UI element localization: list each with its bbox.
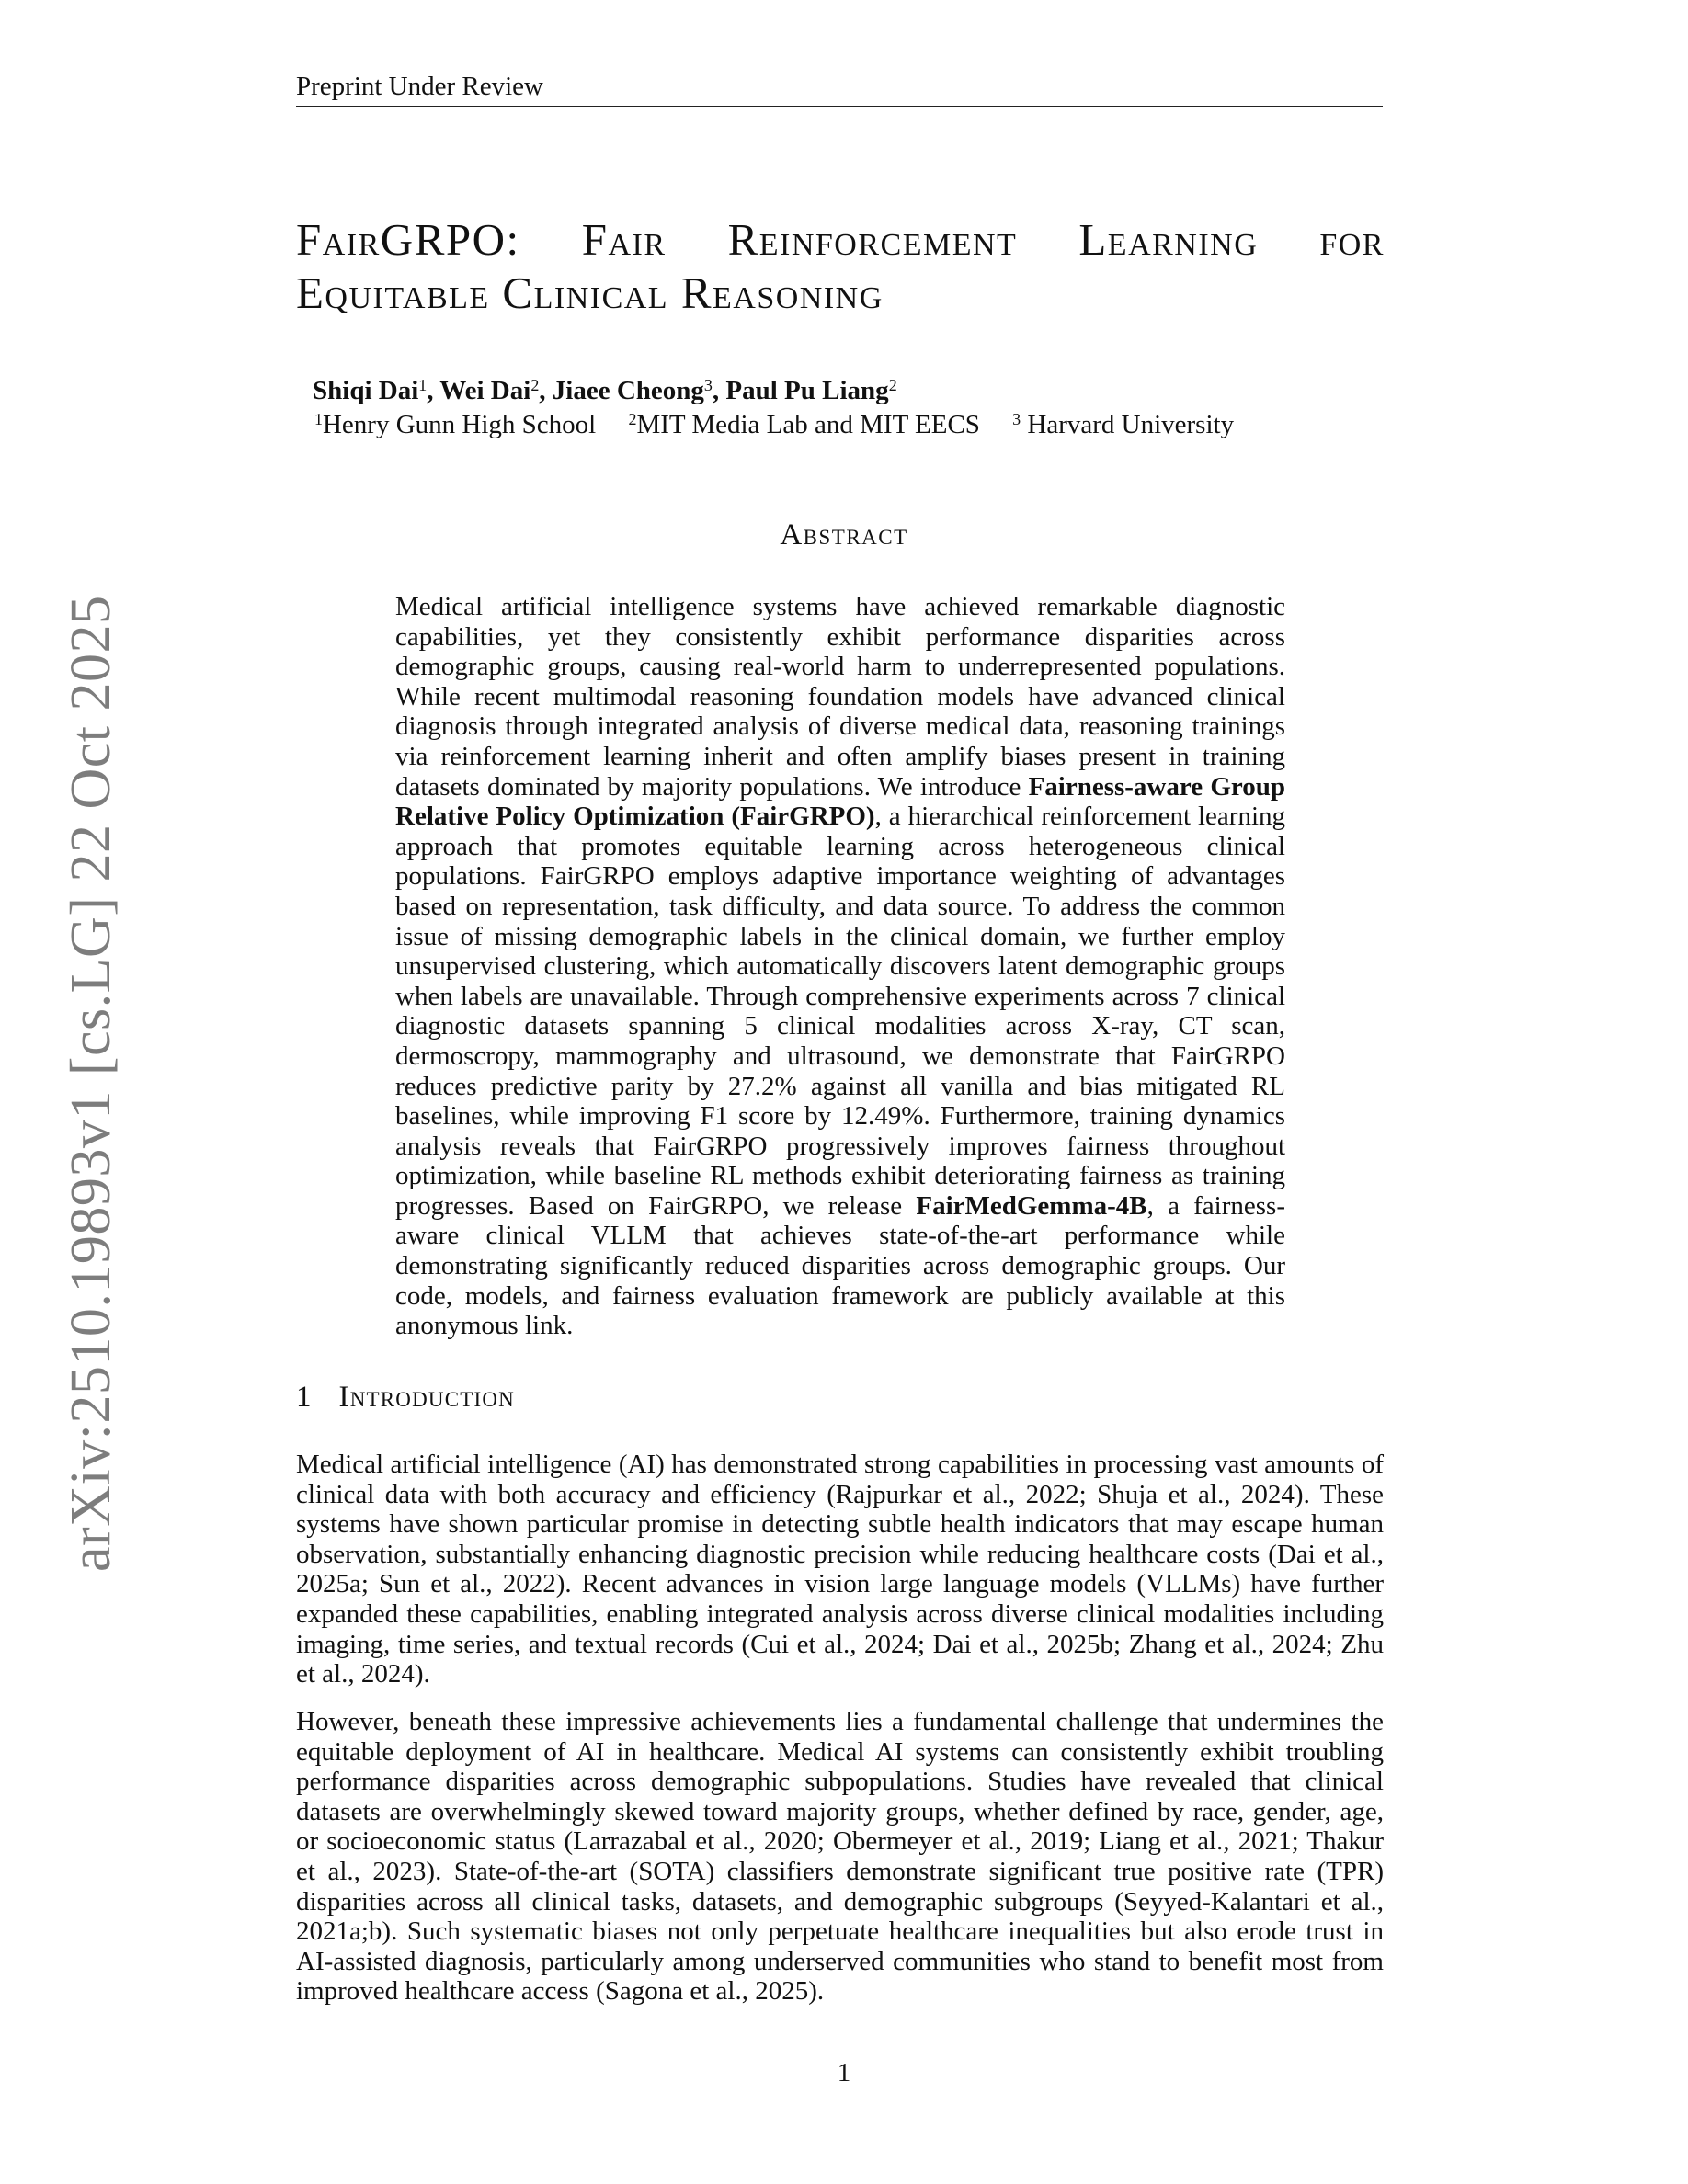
section-title: Introduction xyxy=(338,1381,515,1414)
affiliation-mark: 2 xyxy=(628,410,637,429)
affiliation-list xyxy=(314,409,1260,440)
header-rule xyxy=(296,106,1383,107)
affiliation-mark: 1 xyxy=(314,410,323,429)
section-number: 1 xyxy=(296,1381,312,1414)
abstract-model-name: FairMedGemma-4B xyxy=(916,1190,1147,1221)
author-name: Shiqi Dai xyxy=(313,376,419,405)
author-affiliation-mark: 3 xyxy=(703,376,713,395)
paper-title xyxy=(296,213,1385,320)
paper-title-line-2: Equitable Clinical Reasoning xyxy=(296,267,884,318)
abstract-text: Medical artificial intelligence systems have achieved remarkable diagnostic capabilities, yet they consistently exhibit performance disparities across demographic groups, causing real-world harm to underrepresented populations. While recent multimodal reasoning foundation models have advanced clinical diagnosis through integrated analysis of diverse medical data, reasoning trainings via reinforcement learning inherit and often amplify biases present in training datasets dominated by majority populations. We introduce xyxy=(395,592,1285,802)
author-name: Jiaee Cheong xyxy=(552,376,704,405)
abstract-body xyxy=(395,592,1285,1341)
affiliation-name: Harvard University xyxy=(1021,410,1235,439)
body-paragraph: However, beneath these impressive achievements lies a fundamental challenge that undermines the equitable deployment of AI in healthcare. Medical AI systems can consistently exhibit troubling performance disparities across demographic subpopulations. Studies have revealed that clinical datasets are overwhelmingly skewed toward majority groups, whether defined by race, gender, age, or socioeconomic status (Larrazabal et al., 2020; Obermeyer et al., 2019; Liang et al., 2021; Thakur et al., 2023). State-of-the-art (SOTA) classifiers demonstrate significant true positive rate (TPR) disparities across all clinical tasks, datasets, and demographic subgroups (Seyyed-Kalantari et al., 2021a;b). Such systematic biases not only perpetuate healthcare inequalities but also erode trust in AI-assisted diagnosis, particularly among underserved communities who stand to benefit most from improved healthcare access (Sagona et al., 2025). xyxy=(296,1707,1384,2007)
abstract-text: , a hierarchical reinforcement learning approach that promotes equitable learning across heterogeneous clinical populations. FairGRPO employs adaptive importance weighting of advantages based on representation, task difficulty, and data source. To address the common issue of missing demographic labels in the clinical domain, we further employ unsupervised clustering, which automatically discovers latent demographic groups when labels are unavailable. Through comprehensive experiments across 7 clinical diagnostic datasets spanning 5 clinical modalities across X-ray, CT scan, dermoscropy, mammography and ultrasound, we demonstrate that FairGRPO reduces predictive parity by 27.2% against all vanilla and bias mitigated RL baselines, while improving F1 score by 12.49%. Furthermore, training dynamics analysis reveals that FairGRPO progressively improves fairness throughout optimization, while baseline RL methods exhibit deteriorating fairness as training progresses. Based on FairGRPO, we release xyxy=(395,802,1285,1221)
affiliation-item xyxy=(1012,410,1234,439)
paper-title-line-1: FairGRPO: Fair Reinforcement Learning for xyxy=(296,214,1385,265)
author-affiliation-mark: 1 xyxy=(418,376,428,395)
abstract-heading: Abstract xyxy=(780,518,908,552)
affiliation-item xyxy=(314,410,596,439)
author-name: Paul Pu Liang xyxy=(725,376,889,405)
author-list xyxy=(313,375,897,406)
abstract-text: , a fairness-aware clinical VLLM that achieves state-of-the-art performance while demonstrating significantly reduced disparities across demographic groups. Our code, models, and fairness evaluation framework are publicly available at this anonymous link. xyxy=(395,1190,1285,1341)
abstract-method-name: Fairness-aware Group Relative Policy Optimization (FairGRPO) xyxy=(395,771,1285,832)
body-paragraph: Medical artificial intelligence (AI) has demonstrated strong capabilities in processing vast amounts of clinical data with both accuracy and efficiency (Rajpurkar et al., 2022; Shuja et al., 2024). These systems have shown particular promise in detecting subtle health indicators that may escape human observation, substantially enhancing diagnostic precision while reducing healthcare costs (Dai et al., 2025a; Sun et al., 2022). Recent advances in vision large language models (VLLMs) have further expanded these capabilities, enabling integrated analysis across diverse clinical modalities including imaging, time series, and textual records (Cui et al., 2024; Dai et al., 2025b; Zhang et al., 2024; Zhu et al., 2024). xyxy=(296,1450,1384,1689)
affiliation-name: Henry Gunn High School xyxy=(322,410,597,439)
affiliation-name: MIT Media Lab and MIT EECS xyxy=(636,410,980,439)
author-separator: , xyxy=(539,376,553,405)
affiliation-item xyxy=(628,410,979,439)
author-affiliation-mark: 2 xyxy=(530,376,540,395)
section-heading-introduction xyxy=(296,1379,515,1416)
affiliation-mark: 3 xyxy=(1012,410,1021,429)
page-number: 1 xyxy=(837,2058,851,2087)
running-header: Preprint Under Review xyxy=(296,72,543,101)
author-name: Wei Dai xyxy=(439,376,531,405)
author-separator: , xyxy=(427,376,440,405)
author-affiliation-mark: 2 xyxy=(888,376,897,395)
arxiv-identifier-stamp: arXiv:2510.19893v1 [cs.LG] 22 Oct 2025 xyxy=(60,595,122,1572)
author-separator: , xyxy=(712,376,726,405)
